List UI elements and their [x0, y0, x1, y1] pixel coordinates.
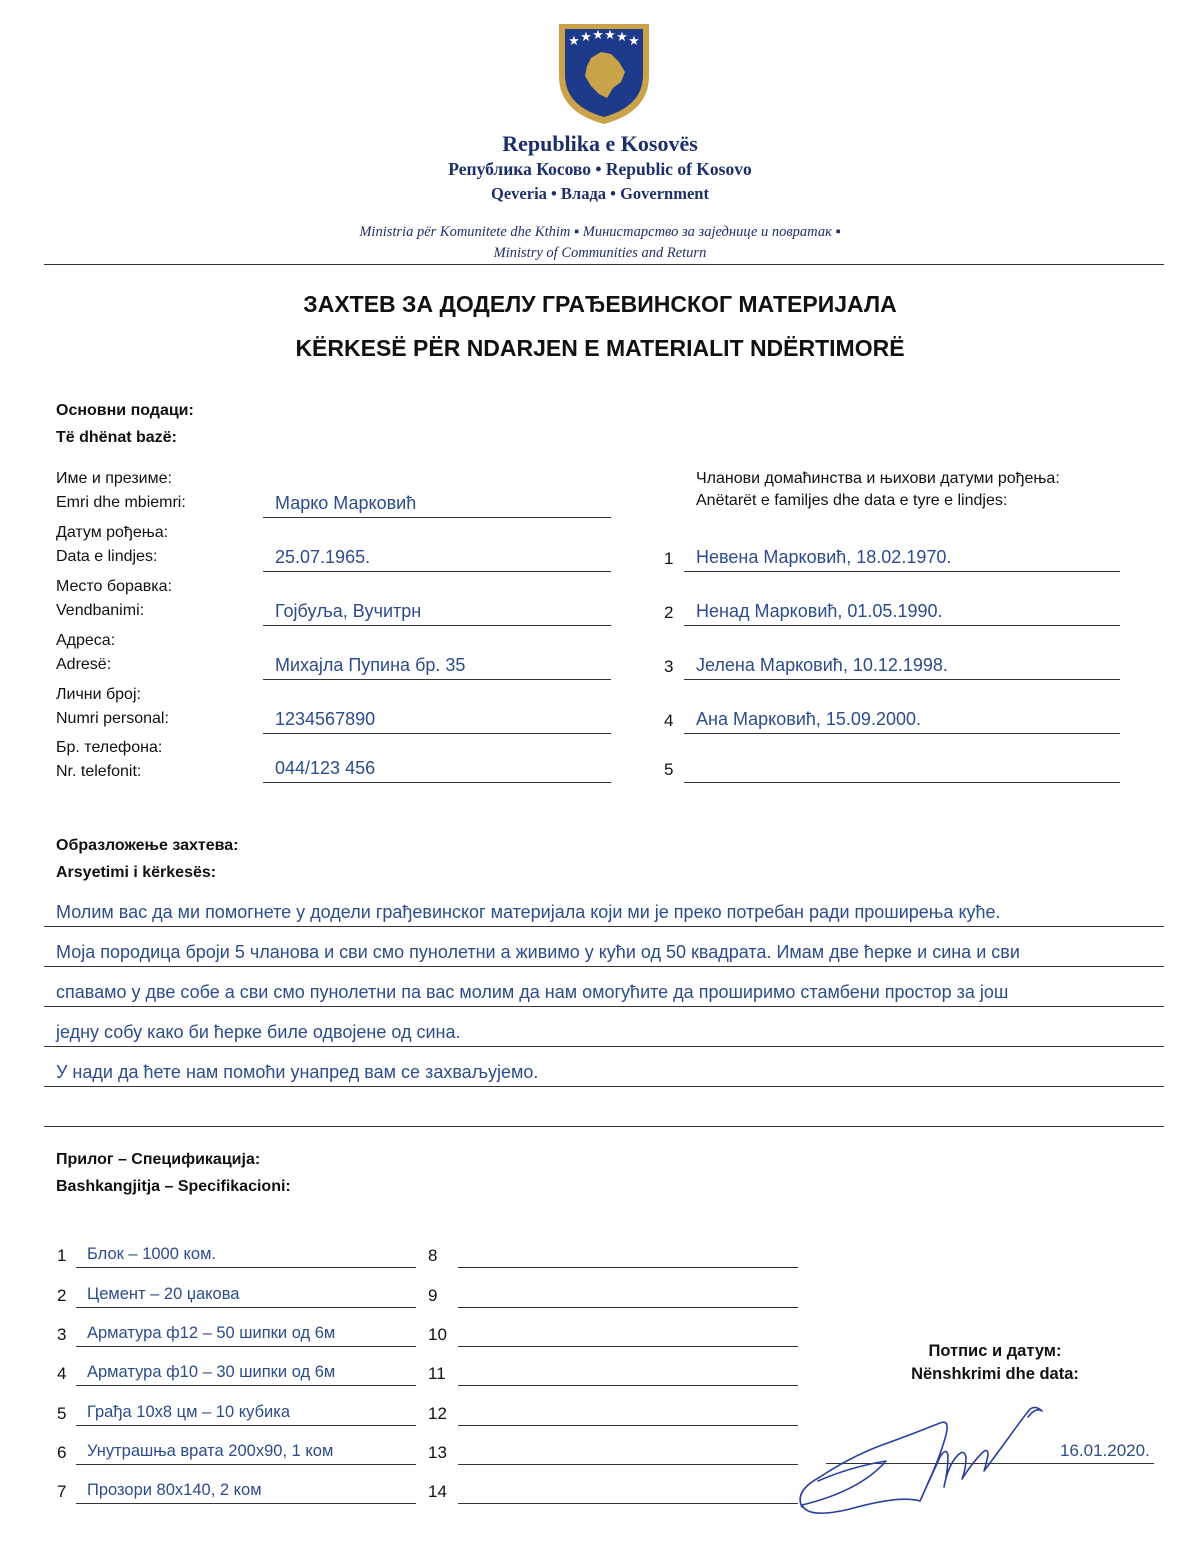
birth-date-value: 25.07.1965. — [275, 547, 371, 567]
reason-line — [44, 1060, 1164, 1087]
item-value: Цемент – 20 џакова — [87, 1285, 240, 1303]
item-field[interactable] — [76, 1284, 416, 1308]
member-value: Ненад Марковић, 01.05.1990. — [696, 601, 943, 621]
reason-line-text: Молим вас да ми помогнете у додели грађевинског материјала који ми је преко потребан ради проширења куће. — [56, 902, 1001, 922]
member-number: 2 — [664, 603, 674, 622]
reason-line-text: Моја породица броји 5 чланова и сви смо пунолетни а живимо у кући од 50 квадрата. Имам две ћерке и сина и сви — [56, 942, 1020, 962]
item-value: Унутрашња врата 200х90, 1 ком — [87, 1442, 334, 1460]
address-value: Михајла Пупина бр. 35 — [275, 655, 466, 675]
ministry-name-2: Ministry of Communities and Return — [493, 245, 707, 261]
kosovo-emblem-icon — [555, 20, 653, 128]
residence-value: Гојбуља, Вучитрн — [275, 601, 422, 621]
residence-field[interactable] — [263, 600, 611, 626]
field-label-sq: Adresë: — [56, 656, 112, 673]
member-value: Невена Марковић, 18.02.1970. — [696, 547, 952, 567]
signature-label-sq: Nënshkrimi dhe data: — [911, 1365, 1079, 1383]
item-number: 4 — [57, 1364, 67, 1383]
reason-heading-sq: Arsyetimi i kërkesës: — [56, 864, 217, 881]
item-value: Блок – 1000 ком. — [87, 1245, 216, 1263]
item-number: 9 — [428, 1286, 438, 1305]
item-field[interactable] — [458, 1323, 798, 1347]
field-label-sr: Место боравка: — [56, 578, 172, 595]
item-value: Грађа 10х8 цм – 10 кубика — [87, 1403, 291, 1421]
svg-text:★: ★ — [592, 28, 604, 43]
item-field[interactable] — [458, 1402, 798, 1426]
full-name-value: Марко Марковић — [275, 493, 417, 513]
form-title-serbian: ЗАХТЕВ ЗА ДОДЕЛУ ГРАЂЕВИНСКОГ МАТЕРИЈАЛА — [303, 291, 897, 317]
field-label-sr: Лични број: — [56, 686, 141, 703]
reason-line — [44, 1100, 1164, 1127]
basic-data-heading-sq: Të dhënat bazë: — [56, 429, 177, 446]
svg-text:★: ★ — [568, 34, 580, 49]
handwritten-signature-icon — [790, 1395, 1070, 1520]
svg-text:★: ★ — [580, 30, 592, 45]
basic-data-heading-sr: Основни подаци: — [56, 402, 194, 419]
item-value: Арматура ф10 – 30 шипки од 6м — [87, 1363, 336, 1381]
reason-line-text: једну собу како би ћерке биле одвојене од сина. — [56, 1022, 461, 1042]
item-field[interactable] — [458, 1244, 798, 1268]
birth-date-field[interactable] — [263, 546, 611, 572]
item-field[interactable] — [76, 1441, 416, 1465]
item-field[interactable] — [458, 1441, 798, 1465]
reason-line — [44, 900, 1164, 927]
item-number: 1 — [57, 1246, 67, 1265]
member-value: Ана Марковић, 15.09.2000. — [696, 709, 921, 729]
reason-line-text: спавамо у две собе а сви смо пунолетни па вас молим да нам омогућите да проширимо стамбени простор за још — [56, 982, 1009, 1002]
reason-heading-sr: Образложење захтева: — [56, 837, 239, 854]
reason-line-text: У нади да ћете нам помоћи унапред вам се захваљујемо. — [56, 1062, 539, 1082]
personal-number-field[interactable] — [263, 708, 611, 734]
attachment-heading-sr: Прилог – Спецификација: — [56, 1151, 261, 1168]
item-number: 12 — [428, 1404, 447, 1423]
member-field[interactable] — [684, 708, 1120, 734]
phone-value: 044/123 456 — [275, 758, 376, 778]
member-field[interactable] — [684, 757, 1120, 783]
item-field[interactable] — [458, 1284, 798, 1308]
field-label-sq: Nr. telefonit: — [56, 763, 142, 780]
item-field[interactable] — [76, 1480, 416, 1504]
full-name-field[interactable] — [263, 492, 611, 518]
item-field[interactable] — [458, 1480, 798, 1504]
ministry-name-1: Ministria për Komunitete dhe Kthim ▪ Министарство за заједнице и повратак ▪ — [359, 224, 841, 240]
item-field[interactable] — [458, 1362, 798, 1386]
item-number: 6 — [57, 1443, 67, 1462]
member-field[interactable] — [684, 546, 1120, 572]
member-number: 5 — [664, 760, 674, 779]
item-number: 13 — [428, 1443, 447, 1462]
field-label-sq: Emri dhe mbiemri: — [56, 494, 186, 511]
signature-date: 16.01.2020. — [1060, 1441, 1150, 1460]
member-number: 1 — [664, 549, 674, 568]
household-heading-sr: Чланови домаћинства и њихови датуми рођења: — [696, 470, 1060, 487]
item-number: 10 — [428, 1325, 447, 1344]
personal-number-value: 1234567890 — [275, 709, 376, 729]
reason-line — [44, 940, 1164, 967]
signature-label-sr: Потпис и датум: — [928, 1342, 1062, 1360]
item-number: 5 — [57, 1404, 67, 1423]
item-number: 14 — [428, 1482, 447, 1501]
reason-line — [44, 980, 1164, 1007]
field-label-sr: Бр. телефона: — [56, 739, 163, 756]
item-field[interactable] — [76, 1362, 416, 1386]
item-field[interactable] — [76, 1244, 416, 1268]
item-value: Прозори 80х140, 2 ком — [87, 1481, 262, 1499]
field-label-sr: Адреса: — [56, 632, 116, 649]
item-number: 2 — [57, 1286, 67, 1305]
svg-text:★: ★ — [604, 28, 616, 43]
item-number: 7 — [57, 1482, 67, 1501]
household-heading-sq: Anëtarët e familjes dhe data e tyre e lindjes: — [696, 492, 1008, 509]
member-field[interactable] — [684, 600, 1120, 626]
item-value: Арматура ф12 – 50 шипки од 6м — [87, 1324, 336, 1342]
member-number: 3 — [664, 657, 674, 676]
form-title-albanian: KËRKESË PËR NDARJEN E MATERIALIT NDËRTIMORË — [295, 335, 905, 361]
item-number: 8 — [428, 1246, 438, 1265]
item-number: 3 — [57, 1325, 67, 1344]
government-name: Qeveria • Влада • Government — [491, 184, 709, 203]
field-label-sr: Име и презиме: — [56, 470, 172, 487]
field-label-sq: Vendbanimi: — [56, 602, 145, 619]
field-label-sr: Датум рођења: — [56, 524, 169, 541]
reason-line — [44, 1020, 1164, 1047]
header-divider — [44, 264, 1164, 265]
item-field[interactable] — [76, 1402, 416, 1426]
item-number: 11 — [428, 1364, 446, 1383]
field-label-sq: Numri personal: — [56, 710, 169, 727]
member-value: Јелена Марковић, 10.12.1998. — [696, 655, 948, 675]
item-field[interactable] — [76, 1323, 416, 1347]
address-field[interactable] — [263, 654, 611, 680]
attachment-heading-sq: Bashkangjitja – Specifikacioni: — [56, 1178, 291, 1195]
svg-text:★: ★ — [628, 34, 640, 49]
republic-name-albanian: Republika e Kosovës — [502, 131, 698, 156]
member-number: 4 — [664, 711, 674, 730]
member-field[interactable] — [684, 654, 1120, 680]
republic-name-multilingual: Република Косово • Republic of Kosovo — [448, 159, 752, 179]
svg-text:★: ★ — [616, 30, 628, 45]
field-label-sq: Data e lindjes: — [56, 548, 158, 565]
phone-field[interactable] — [263, 757, 611, 783]
